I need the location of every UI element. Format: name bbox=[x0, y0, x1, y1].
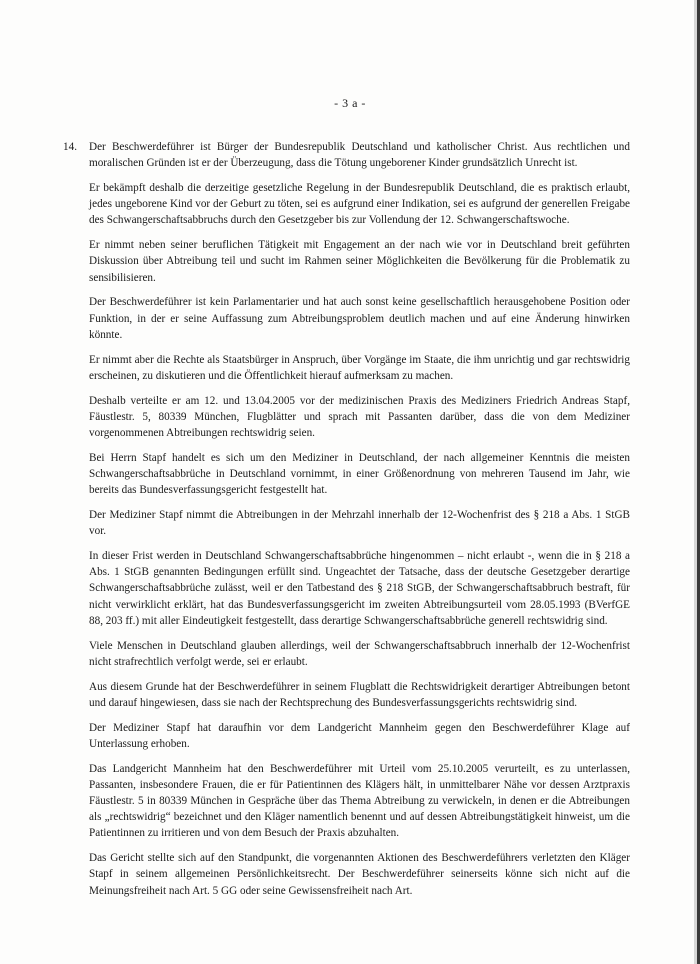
paragraph: Der Beschwerdeführer ist Bürger der Bundesrepublik Deutschland und katholischer Christ. Aus rechtlichen und moralischen Gründen ist er der Überzeugung, dass die Tötung ungeborener Kinder grundsätzlich Unrecht ist. bbox=[89, 141, 630, 170]
paragraph: Der Mediziner Stapf hat daraufhin vor dem Landgericht Mannheim gegen den Beschwerdeführer Klage auf Unterlassung erhoben. bbox=[89, 721, 630, 750]
paragraph: Das Gericht stellte sich auf den Standpunkt, die vorgenannten Aktionen des Beschwerdeführers verletzten den Kläger Stapf in seinem allgemeinen Persönlichkeitsrecht. Der Beschwerdeführer seinerseits könne sich nicht auf die Meinungsfreiheit nach Art. 5 GG oder seine Gewissensfreiheit nach Art. bbox=[89, 852, 630, 897]
paragraph: Er nimmt aber die Rechte als Staatsbürger in Anspruch, über Vorgänge im Staate, die ihm unrichtig und gar rechtswidrig erscheinen, zu diskutieren und die Öffentlichkeit hierauf aufmerksam zu machen. bbox=[89, 353, 630, 382]
paragraph: Das Landgericht Mannheim hat den Beschwerdeführer mit Urteil vom 25.10.2005 verurteilt, es zu unterlassen, Passanten, insbesondere Frauen, die er für Patientinnen des Klägers hält, in unmittelbarer Nähe vor dessen Arztpraxis Fäustlestr. 5 in 80339 München in Gespräche über das Thema Abtreibung zu verwickeln, in denen er die Abtreibungen als „rechtswidrig“ bezeichnet und den Kläger namentlich benennt und auf dessen Abtreibungstätigkeit hinweist, um die Patientinnen zu irritieren und von dem Besuch der Praxis abzuhalten. bbox=[89, 762, 630, 840]
paragraph: Bei Herrn Stapf handelt es sich um den Mediziner in Deutschland, der nach allgemeiner Kenntnis die meisten Schwangerschaftsabbrüche in Deutschland vornimmt, in einer Größenordnung von mehreren Tausend im Jahr, wie bereits das Bundesverfassungsgericht festgestellt hat. bbox=[89, 451, 630, 497]
paragraph: In dieser Frist werden in Deutschland Schwangerschaftsabbrüche hingenommen – nicht erlaubt -, wenn die in § 218 a Abs. 1 StGB genannten Bedingungen erfüllt sind. Ungeachtet der Tatsache, dass der deutsche Gesetzgeber derartige Schwangerschaftsabbrüche zulässt, weil er den Tatbestand des § 218 StGB, der Schwangerschaftsabbruch bestraft, für nicht verwirklicht erklärt, hat das Bundesverfassungsgericht im zweiten Abtreibungsurteil vom 28.05.1993 (BVerfGE 88, 203 ff.) mit aller Eindeutigkeit festgestellt, dass derartige Schwangerschaftsabbrüche generell rechtswidrig sind. bbox=[89, 550, 630, 627]
page-number: - 3 a - bbox=[334, 96, 366, 110]
document-body bbox=[63, 139, 630, 907]
section-number: 14. bbox=[63, 141, 77, 153]
paragraph: Der Beschwerdeführer ist kein Parlamentarier und hat auch sonst keine gesellschaftlich herausgehobene Position oder Funktion, in der er seine Auffassung zum Abtreibungsproblem deutlich machen und auf eine Änderung hinwirken könnte. bbox=[89, 296, 630, 341]
paragraph: Viele Menschen in Deutschland glauben allerdings, weil der Schwangerschaftsabbruch innerhalb der 12-Wochenfrist nicht strafrechtlich verfolgt werde, sei er erlaubt. bbox=[89, 639, 630, 668]
paragraph: Er nimmt neben seiner beruflichen Tätigkeit mit Engagement an der nach wie vor in Deutschland breit geführten Diskussion über Abtreibung teil und sucht im Rahmen seiner Möglichkeiten die Bevölkerung für die Problematik zu sensibilisieren. bbox=[89, 239, 630, 284]
numbered-section bbox=[63, 139, 630, 899]
paragraph: Aus diesem Grunde hat der Beschwerdeführer in seinem Flugblatt die Rechtswidrigkeit derartiger Abtreibungen betont und darauf hingewiesen, dass sie nach der Rechtsprechung des Bundesverfassungsgerichts rechtswidrig sind. bbox=[89, 680, 630, 709]
paragraph: Deshalb verteilte er am 12. und 13.04.2005 vor der medizinischen Praxis des Mediziners Friedrich Andreas Stapf, Fäustlestr. 5, 80339 München, Flugblätter und sprach mit Passanten darüber, dass die von dem Mediziner vorgenommenen Abtreibungen rechtswidrig seien. bbox=[89, 394, 630, 440]
paragraph: Er bekämpft deshalb die derzeitige gesetzliche Regelung in der Bundesrepublik Deutschland, die es praktisch erlaubt, jedes ungeborene Kind vor der Geburt zu töten, sei es aufgrund einer Indikation, sei es aufgrund der generellen Freigabe des Schwangerschaftsabbruchs durch den Gesetzgeber bis zur Vollendung der 12. Schwangerschaftswoche. bbox=[89, 182, 630, 227]
paragraph: Der Mediziner Stapf nimmt die Abtreibungen in der Mehrzahl innerhalb der 12-Wochenfrist des § 218 a Abs. 1 StGB vor. bbox=[89, 509, 630, 538]
